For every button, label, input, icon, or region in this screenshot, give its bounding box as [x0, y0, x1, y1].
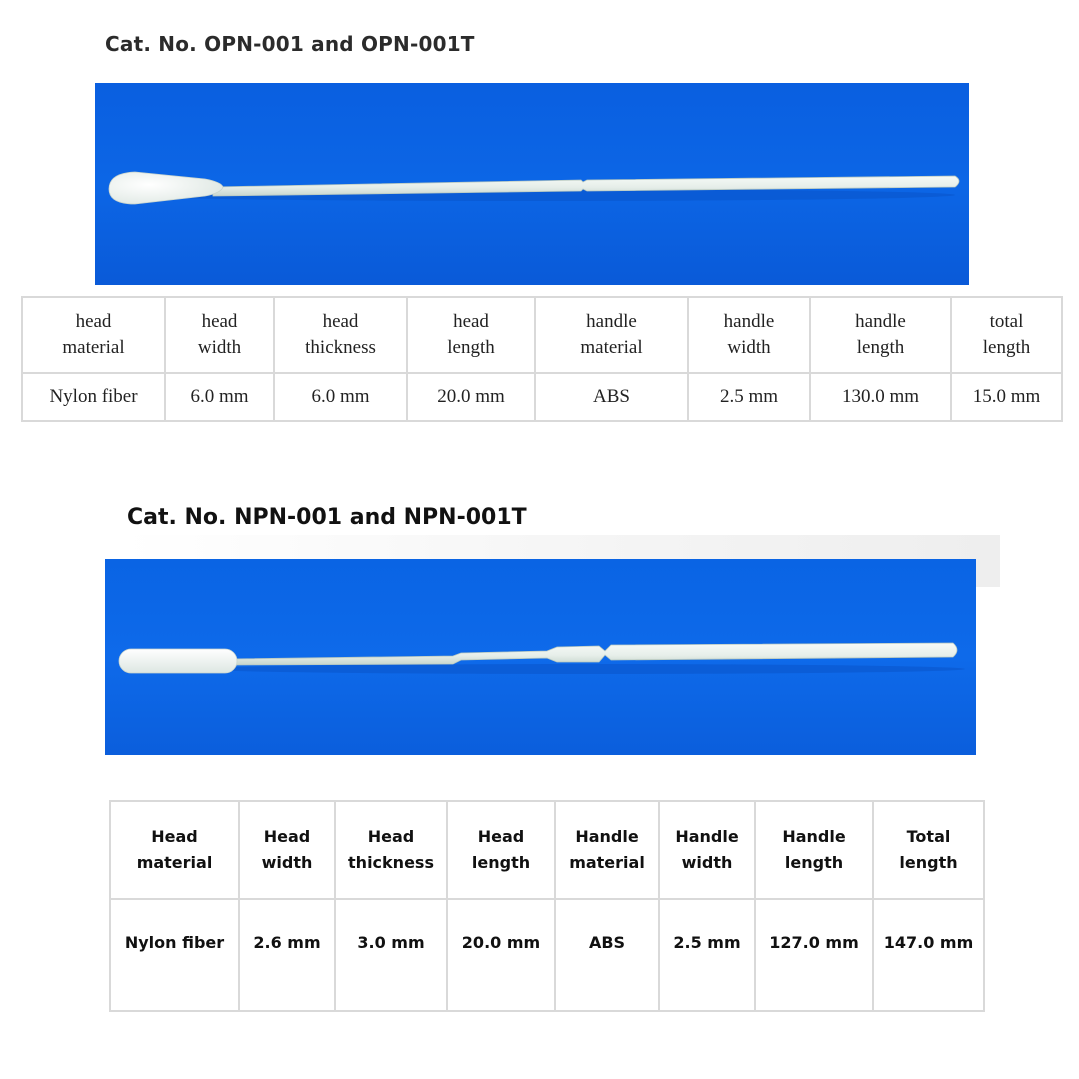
header-cell: head material [22, 297, 165, 373]
value-cell: 6.0 mm [165, 373, 274, 421]
specs-table-2 [109, 800, 985, 1012]
value-cell: 147.0 mm [873, 899, 984, 1011]
header-cell: handle material [535, 297, 688, 373]
swab-illustration [105, 559, 976, 755]
table-row [110, 899, 984, 1011]
value-cell: 15.0 mm [951, 373, 1062, 421]
header-cell: head width [165, 297, 274, 373]
header-cell: Head length [447, 801, 555, 899]
value-cell: ABS [535, 373, 688, 421]
value-cell: ABS [555, 899, 659, 1011]
value-cell: 2.5 mm [659, 899, 755, 1011]
header-cell: Handle width [659, 801, 755, 899]
header-cell: Head thickness [335, 801, 447, 899]
specs-table-1 [21, 296, 1063, 422]
table-row [22, 373, 1062, 421]
nasopharyngeal-swab-photo [105, 559, 976, 755]
section2-title: Cat. No. NPN-001 and NPN-001T [127, 505, 527, 530]
header-cell: handle length [810, 297, 951, 373]
table-header-row [110, 801, 984, 899]
value-cell: Nylon fiber [22, 373, 165, 421]
value-cell: 20.0 mm [447, 899, 555, 1011]
header-cell: head thickness [274, 297, 407, 373]
swab-illustration [95, 83, 969, 285]
oropharyngeal-swab-photo [95, 83, 969, 285]
value-cell: 127.0 mm [755, 899, 873, 1011]
header-cell: Total length [873, 801, 984, 899]
table-header-row [22, 297, 1062, 373]
header-cell: Head material [110, 801, 239, 899]
value-cell: 3.0 mm [335, 899, 447, 1011]
value-cell: 6.0 mm [274, 373, 407, 421]
value-cell: 2.5 mm [688, 373, 810, 421]
header-cell: Handle length [755, 801, 873, 899]
value-cell: 130.0 mm [810, 373, 951, 421]
header-cell: handle width [688, 297, 810, 373]
value-cell: Nylon fiber [110, 899, 239, 1011]
header-cell: total length [951, 297, 1062, 373]
value-cell: 2.6 mm [239, 899, 335, 1011]
header-cell: Head width [239, 801, 335, 899]
value-cell: 20.0 mm [407, 373, 535, 421]
section1-title: Cat. No. OPN-001 and OPN-001T [105, 32, 475, 56]
header-cell: Handle material [555, 801, 659, 899]
header-cell: head length [407, 297, 535, 373]
